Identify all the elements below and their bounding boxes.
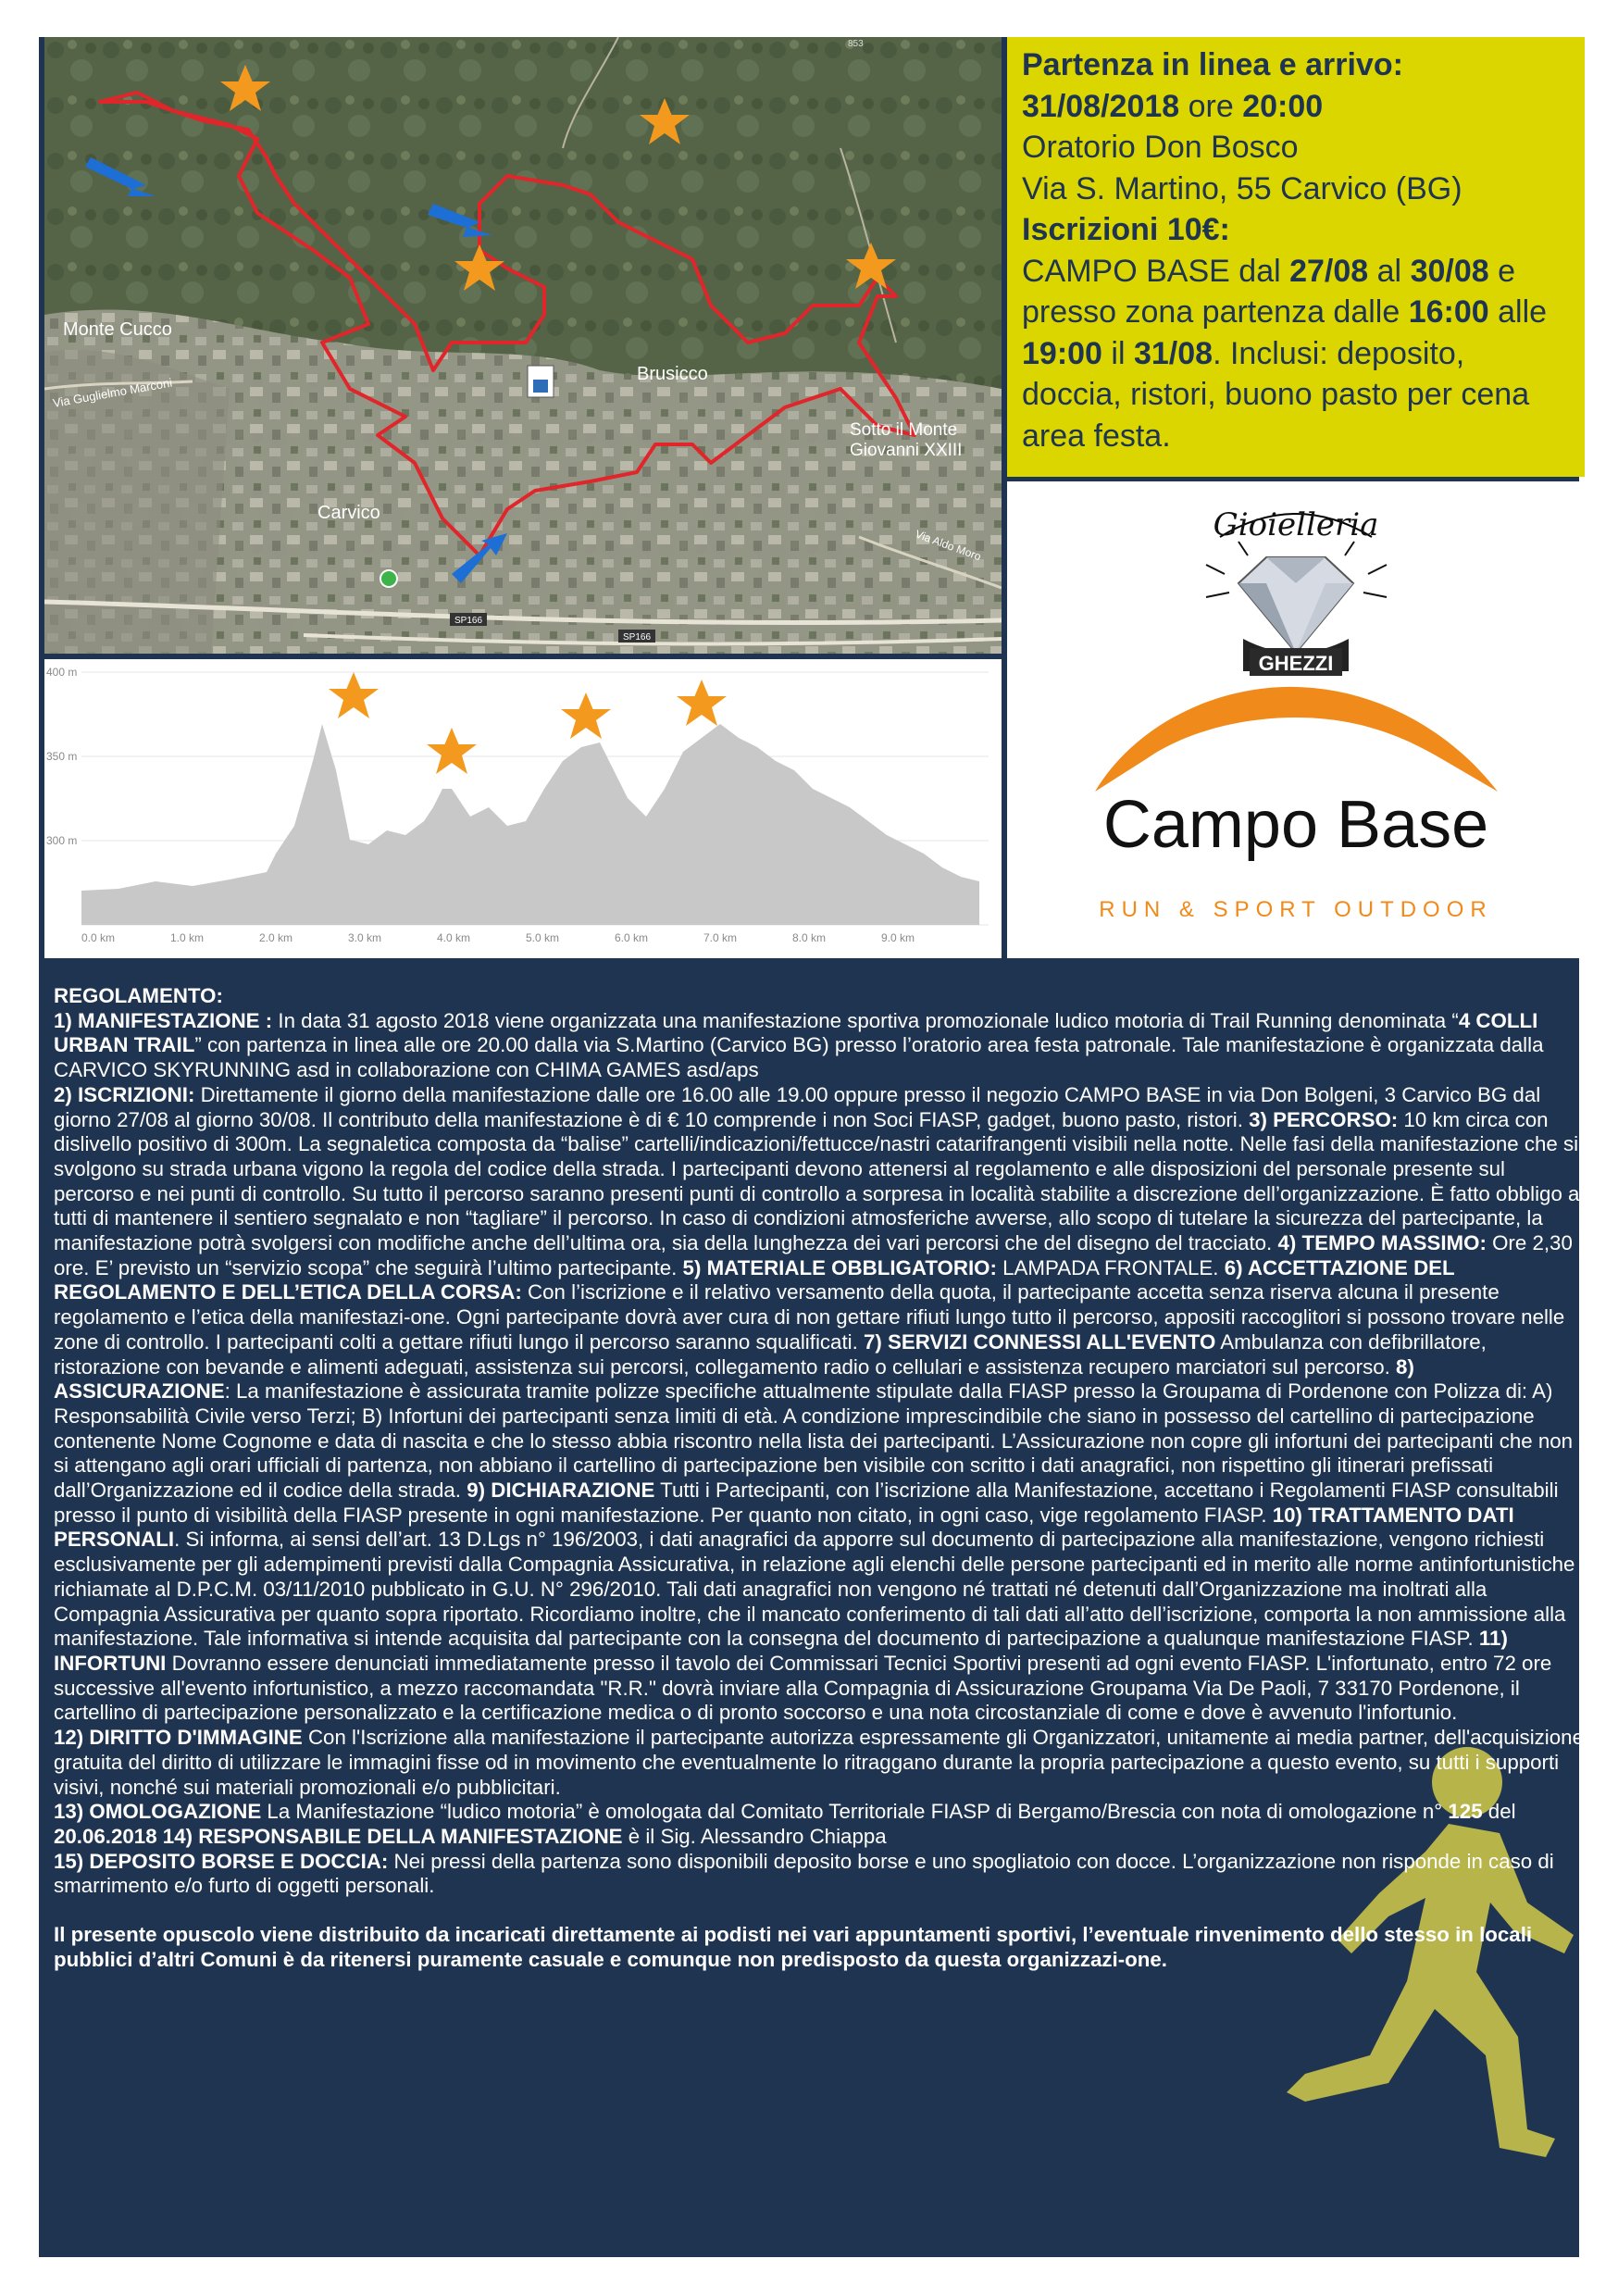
map-label-carvico: Carvico — [317, 503, 380, 523]
x-tick-8: 8.0 km — [792, 931, 827, 944]
campo-base-subtitle: RUN & SPORT OUTDOOR — [1099, 897, 1493, 922]
jeweler-name: GHEZZI — [1258, 652, 1334, 675]
rules-section-1: 1) MANIFESTAZIONE : In data 31 agosto 2018 viene organizzata una manifestazione sportiva promozionale ludico motoria di Trail Running denominata “4 COLLI URBAN TRAIL” con partenza in linea alle ore 20.00 dalla via S.Martino (Carvico BG) presso l’oratorio area festa patronale. Tale manifestazione è organizzata dalla CARVICO SKYRUNNING asd in collaborazione con CHIMA GAMES asd/aps — [54, 1008, 1544, 1082]
info-details: CAMPO BASE dal 27/08 al 30/08 e presso zona partenza dalle 16:00 alle 19:00 il 31/08. Inclusi: deposito, doccia, ristori, buono pasto per cena area festa. — [1022, 253, 1548, 454]
sponsor-logos — [1007, 481, 1585, 958]
rules-section-15: 15) DEPOSITO BORSE E DOCCIA: Nei pressi della partenza sono disponibili deposito borse e uno spogliatoio con docce. L’organizzazione non risponde in caso di smarrimento e/o furto di oggetti personali. — [54, 1849, 1554, 1898]
info-iscrizioni: Iscrizioni 10€: — [1022, 212, 1230, 247]
x-tick-5: 5.0 km — [526, 931, 560, 944]
x-tick-1: 1.0 km — [170, 931, 205, 944]
rules-title: REGOLAMENTO: — [54, 984, 223, 1007]
disclaimer: Il presente opuscolo viene distribuito da incaricati direttamente ai podisti nei vari appuntamenti sportivi, l’eventuale rinvenimento dello stesso in locali pubblici d’altri Comuni è da ritenersi puramente casuale e comunque non predisposto da questa organizzazi-one. — [54, 1923, 1533, 1971]
info-venue: Oratorio Don Bosco — [1022, 130, 1299, 165]
map-label-853: 853 — [848, 39, 864, 49]
x-tick-6: 6.0 km — [615, 931, 649, 944]
campo-base-logo — [1095, 687, 1498, 922]
map-label-via-marconi: Via Guglielmo Marconi — [51, 375, 174, 410]
y-tick-300: 300 m — [46, 834, 78, 847]
map-label-brusicco: Brusicco — [637, 364, 708, 384]
jeweler-script: Gioielleria — [1213, 506, 1379, 543]
rules-section-13-14: 13) OMOLOGAZIONE La Manifestazione “ludico motoria” è omologata dal Comitato Territoriale FIASP di Bergamo/Brescia con nota di omologazione n° 125 del 20.06.2018 14) RESPONSABILE DELLA MANIFESTAZIONE è il Sig. Alessandro Chiappa — [54, 1800, 1516, 1848]
map-label-sp166-a: SP166 — [454, 616, 483, 626]
x-tick-0: 0.0 km — [81, 931, 116, 944]
map-label-monte-cucco: Monte Cucco — [63, 319, 172, 340]
map-label-via-aldo-moro: Via Aldo Moro — [913, 527, 983, 564]
map-label-sotto-monte: Sotto il Monte — [850, 420, 958, 440]
info-time: 20:00 — [1242, 88, 1324, 124]
regulations — [54, 984, 1588, 2252]
elevation-profile — [44, 659, 1002, 958]
info-time-prefix: ore — [1179, 88, 1243, 124]
map-label-giovanni: Giovanni XXIII — [850, 441, 963, 460]
y-tick-400: 400 m — [46, 666, 78, 679]
info-box — [1007, 37, 1585, 477]
y-tick-350: 350 m — [46, 750, 78, 763]
jeweler-logo — [1206, 506, 1387, 676]
rules-section-12: 12) DIRITTO D'IMMAGINE Con l'Iscrizione alla manifestazione il partecipante autorizza espressamente gli Organizzatori, unitamente ai media partner, dell'acquisizione gratuita del diritto di utilizzare le immagini fisse od in movimento che eventualmente lo ritraggano durante la propria partecipazione a questo evento, su tutti i supporti visivi, nonché sui materiali promozionali e/o pubblicitari. — [54, 1726, 1584, 1799]
route-map — [44, 37, 1002, 654]
info-date: 31/08/2018 — [1022, 88, 1180, 124]
rules-section-2-5: 2) ISCRIZIONI: Direttamente il giorno della manifestazione dalle ore 16.00 alle 19.00 oppure presso il negozio CAMPO BASE in via Don Bolgeni, 3 Carvico BG dal giorno 27/08 al giorno 30/08. Il contributo della manifestazione è di € 10 comprende i non Soci FIASP, gadget, buono pasto, ristori. 3) PERCORSO: 10 km circa con dislivello positivo di 300m. La segnaletica composta da “balise” cartelli/indicazioni/fettucce/nastri catarifrangenti visibili nella notte. Nelle fasi della manifestazione che si svolgono su strada urbana vigono la regola del codice della strada. I partecipanti devono attenersi al regolamento e alle disposizioni del personale presente sul percorso e nei punti di controllo. Su tutto il percorso saranno presenti punti di controllo a sorpresa in località stabilite a discrezione dell’organizzazione. È fatto obbligo a tutti di mantenere il sentiero segnalato e non “tagliare” il percorso. In caso di condizioni atmosferiche avverse, allo scopo di tutelare la sicurezza del partecipante, la manifestazione potrà svolgersi con modifiche anche dell’ultima ora, sia della lunghezza dei vari percorsi che del disegno del tracciato. 4) TEMPO MASSIMO: Ore 2,30 ore. E’ previsto un “servizio scopa” che seguirà l’ultimo partecipante. 5) MATERIALE OBBLIGATORIO: LAMPADA FRONTALE. 6) ACCETTAZIONE DEL REGOLAMENTO E DELL’ETICA DELLA CORSA: Con l’iscrizione e il relativo versamento della quota, il partecipante accetta senza riserva alcuna il presente regolamento e l’etica della manifestazi-one. Ogni partecipante dovrà aver cura di non gettare rifiuti lungo tutto il percorso, appositi raccoglitori si possono trovare nelle zone di controllo. I partecipanti colti a gettare rifiuti lungo il percorso saranno squalificati. 7) SERVIZI CONNESSI ALL'EVENTO Ambulanza con defibrillatore, ristorazione con bevande e alimenti adeguati, assistenza sui percorsi, collegamento radio o cellulari e assistenza recupero marciatori sul percorso. 8) ASSICURAZIONE: La manifestazione è assicurata tramite polizze specifiche attualmente stipulate dalla FIASP presso la Groupama di Pordenone con Polizza di: A) Responsabilità Civile verso Terzi; B) Infortuni dei partecipanti senza limiti di età. A condizione imprescindibile che siano in possesso del cartellino di partecipazione contenente Nome Cognome e data di nascita e che lo stesso abbia riscontro nella lista dei partecipanti. L’Assicurazione non copre gli infortuni dei partecipanti che non si attengano agli orari ufficiali di partenza, non abbiano il cartellino di partecipazione ben visibile con scritto i dati anagrafici, non rispettino gli itinerari prefissati dall’Organizzazione ed il codice della strada. 9) DICHIARAZIONE Tutti i Partecipanti, con l’iscrizione alla Manifestazione, accettano i Regolamenti FIASP consultabili presso il punto di visibilità della FIASP presente in ogni manifestazione. Per quanto non citato, in ogni caso, vige regolamento FIASP. 10) TRATTAMENTO DATI PERSONALI. Si informa, ai sensi dell’art. 13 D.Lgs n° 196/2003, i dati anagrafici da apporre sul documento di partecipazione alla manifestazione, vengono richiesti esclusivamente per gli adempimenti previsti dalla Compagnia Assicurativa, in relazione agli elenchi delle persone partecipanti ed in merito alle norme antinfortunistiche richiamate al D.P.C.M. 03/11/2010 pubblicato in G.U. N° 296/2010. Tali dati anagrafici non vengono né trattati né detenuti dall’Organizzazione ma inoltrati alla Compagnia Assicurativa per quanto sopra riportato. Ricordiamo inoltre, che il mancato conferimento di tali dati all’atto dell’iscrizione, comporta la non ammissione alla manifestazione. Tale informativa si intende acquisita dal partecipante con la consegna del documento di partecipazione a qualunque manifestazione FIASP. 11) INFORTUNI Dovranno essere denunciati immediatamente presso il tavolo dei Commissari Tecnici Sportivi presenti ad ogni evento FIASP. L'infortunato, entro 72 ore successive all'evento infortunistico, a mezzo raccomandata "R.R." dovrà inviare alla Compagnia di Assicurazione Groupama Via De Paoli, 7 33170 Pordenone, il cartellino di partecipazione personalizzato e la certificazione medica o di pronto soccorso e una nota circostanziale di come e dove è avvenuto l'infortunio. — [54, 1082, 1580, 1725]
x-tick-2: 2.0 km — [259, 931, 293, 944]
info-line1: Partenza in linea e arrivo: — [1022, 47, 1403, 82]
info-address: Via S. Martino, 55 Carvico (BG) — [1022, 170, 1462, 206]
x-tick-3: 3.0 km — [348, 931, 382, 944]
campo-base-title: Campo Base — [1102, 788, 1489, 862]
x-tick-9: 9.0 km — [881, 931, 915, 944]
map-label-sp166-b: SP166 — [623, 632, 652, 643]
elevation-area — [81, 724, 979, 925]
x-tick-7: 7.0 km — [703, 931, 738, 944]
x-tick-4: 4.0 km — [437, 931, 471, 944]
